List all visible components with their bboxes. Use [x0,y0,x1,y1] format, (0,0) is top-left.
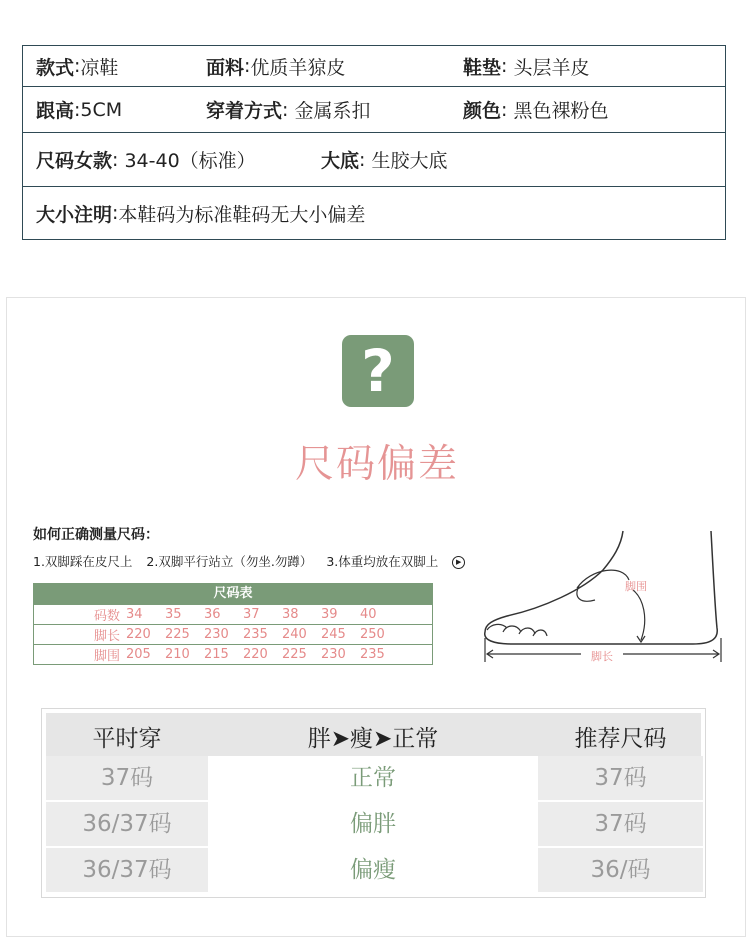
cell: 220 [243,647,268,662]
cell: 215 [204,647,229,662]
foot-shape: 偏瘦 [208,848,538,892]
cell: 39 [321,607,338,622]
cell: 205 [126,647,151,662]
measure-steps [33,552,475,570]
size-chart-row [34,624,432,644]
spec-insole: 鞋垫 : 头层羊皮 [463,55,590,79]
spec-heel-height: 跟高 : 5CM [36,98,123,122]
recommended-size: 37码 [538,802,703,846]
cell: 220 [126,627,151,642]
size-chart [33,583,433,665]
recommended-size: 37码 [538,756,703,800]
size-deviation-card [6,297,746,937]
question-mark-icon: ? [342,335,414,407]
spec-size-women: 尺码女款 : 34-40（标准） [36,148,256,172]
length-label: 脚长 [591,650,613,663]
spec-fastening: 穿着方式 : 金属系扣 [206,98,371,122]
size-chart-row [34,604,432,624]
header-recommended: 推荐尺码 [574,726,667,752]
usual-size: 36/37码 [46,848,208,892]
foot-diagram [473,528,735,668]
measure-step: 1.双脚踩在皮尺上 [33,554,133,569]
spec-row [23,46,725,87]
spec-table [22,45,726,240]
header-shape: 胖➤瘦➤正常 [307,726,439,752]
spec-color: 颜色 : 黑色裸粉色 [463,98,609,122]
girth-label: 脚围 [625,580,647,593]
cell: 38 [282,607,299,622]
cell: 34 [126,607,143,622]
spec-size-note: 大小注明 : 本鞋码为标准鞋码无大小偏差 [36,202,366,226]
table-row [46,802,701,846]
table-row [46,848,701,892]
cell: 235 [360,647,385,662]
table-row [46,756,701,800]
row-label: 脚长 [93,629,120,644]
row-label: 码数 [93,609,120,624]
spec-row [23,187,725,239]
cell: 250 [360,627,385,642]
cell: 40 [360,607,377,622]
spec-style: 款式 : 凉鞋 [36,55,119,79]
cell: 210 [165,647,190,662]
cell: 245 [321,627,346,642]
play-circle-icon: ▶ [452,556,465,569]
measure-step: 3.体重均放在双脚上 [326,554,439,569]
spec-row [23,87,725,133]
section-title: 尺码偏差 [294,442,459,487]
spec-row [23,133,725,187]
row-label: 脚围 [93,649,120,664]
cell: 230 [204,627,229,642]
cell: 235 [243,627,268,642]
cell: 225 [282,647,307,662]
recommended-size: 36/码 [538,848,703,892]
spec-outsole: 大底 : 生胶大底 [321,148,448,172]
cell: 230 [321,647,346,662]
usual-size: 36/37码 [46,802,208,846]
recommend-table [41,708,706,898]
foot-illustration [473,528,735,668]
measure-heading: 如何正确测量尺码： [33,527,159,543]
usual-size: 37码 [46,756,208,800]
spec-material: 面料 : 优质羊猄皮 [206,55,346,79]
size-chart-title: 尺码表 [34,584,432,604]
foot-shape: 偏胖 [208,802,538,846]
size-chart-row [34,644,432,664]
cell: 35 [165,607,182,622]
measure-step: 2.双脚平行站立（勿坐.勿蹲） [146,554,313,569]
cell: 225 [165,627,190,642]
cell: 37 [243,607,260,622]
cell: 240 [282,627,307,642]
header-usual: 平时穿 [92,726,162,752]
cell: 36 [204,607,221,622]
foot-shape: 正常 [208,756,538,800]
